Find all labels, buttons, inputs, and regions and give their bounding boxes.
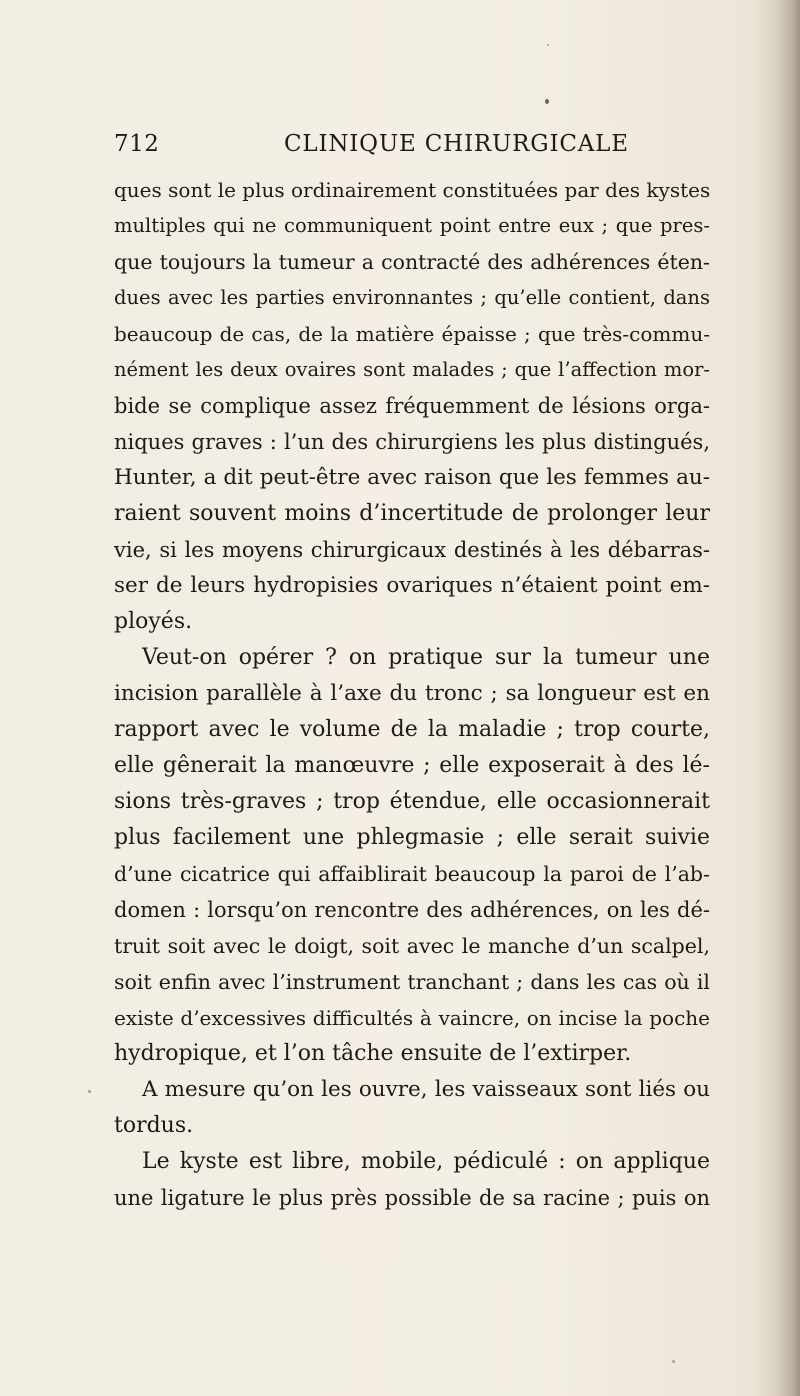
text-line: hydropique, et l’on tâche ensuite de l’extirper. bbox=[114, 1041, 632, 1066]
text-line: bide se complique assez fréquemment de lésions orga- bbox=[114, 394, 710, 418]
text-line: Le kyste est libre, mobile, pédiculé : on applique bbox=[142, 1149, 710, 1174]
body-text bbox=[114, 172, 710, 1216]
text-line: beaucoup de cas, de la matière épaisse ; que très-commu- bbox=[114, 322, 710, 346]
text-line: Veut-on opérer ? on pratique sur la tumeur une bbox=[142, 645, 710, 670]
text-line: ser de leurs hydropisies ovariques n’étaient point em- bbox=[114, 573, 710, 598]
text-line: existe d’excessives difficultés à vaincre, on incise la poche bbox=[114, 1006, 710, 1030]
text-line: sions très-graves ; trop étendue, elle occasionnerait bbox=[114, 789, 710, 814]
ink-speck bbox=[672, 1360, 675, 1363]
text-line: elle gênerait la manœuvre ; elle exposerait à des lé- bbox=[114, 753, 710, 778]
ink-speck bbox=[88, 1090, 91, 1093]
text-line: ployés. bbox=[114, 609, 193, 634]
text-line: tordus. bbox=[114, 1113, 194, 1138]
text-line: plus facilement une phlegmasie ; elle serait suivie bbox=[114, 825, 710, 850]
text-line: niques graves : l’un des chirurgiens les plus distingués, bbox=[114, 430, 710, 454]
text-line: domen : lorsqu’on rencontre des adhérences, on les dé- bbox=[114, 898, 710, 922]
page-edge-shadow bbox=[778, 0, 800, 1396]
page-header bbox=[114, 131, 710, 165]
ink-speck bbox=[547, 44, 549, 46]
text-line: une ligature le plus près possible de sa racine ; puis on bbox=[114, 1186, 710, 1210]
text-line: vie, si les moyens chirurgicaux destinés à les débarras- bbox=[114, 538, 710, 562]
text-line: d’une cicatrice qui affaiblirait beaucoup la paroi de l’ab- bbox=[114, 862, 710, 886]
text-line: A mesure qu’on les ouvre, les vaisseaux sont liés ou bbox=[142, 1077, 710, 1102]
text-line: Hunter, a dit peut-être avec raison que les femmes au- bbox=[114, 465, 710, 490]
text-line: ques sont le plus ordinairement constituées par des kystes bbox=[114, 178, 711, 202]
running-title: CLINIQUE CHIRURGICALE bbox=[284, 131, 629, 157]
ink-speck bbox=[545, 99, 549, 104]
text-line: rapport avec le volume de la maladie ; trop courte, bbox=[114, 717, 710, 742]
page-number: 712 bbox=[114, 131, 160, 157]
text-line: truit soit avec le doigt, soit avec le manche d’un scalpel, bbox=[114, 934, 710, 958]
text-line: nément les deux ovaires sont malades ; que l’affection mor- bbox=[114, 358, 710, 381]
text-line: que toujours la tumeur a contracté des adhérences éten- bbox=[114, 250, 710, 274]
text-line: incision parallèle à l’axe du tronc ; sa longueur est en bbox=[114, 681, 710, 706]
text-line: raient souvent moins d’incertitude de prolonger leur bbox=[114, 501, 710, 526]
text-line: soit enfin avec l’instrument tranchant ; dans les cas où il bbox=[114, 970, 710, 994]
text-line: dues avec les parties environnantes ; qu’elle contient, dans bbox=[114, 286, 710, 309]
text-line: multiples qui ne communiquent point entre eux ; que pres- bbox=[114, 214, 710, 237]
